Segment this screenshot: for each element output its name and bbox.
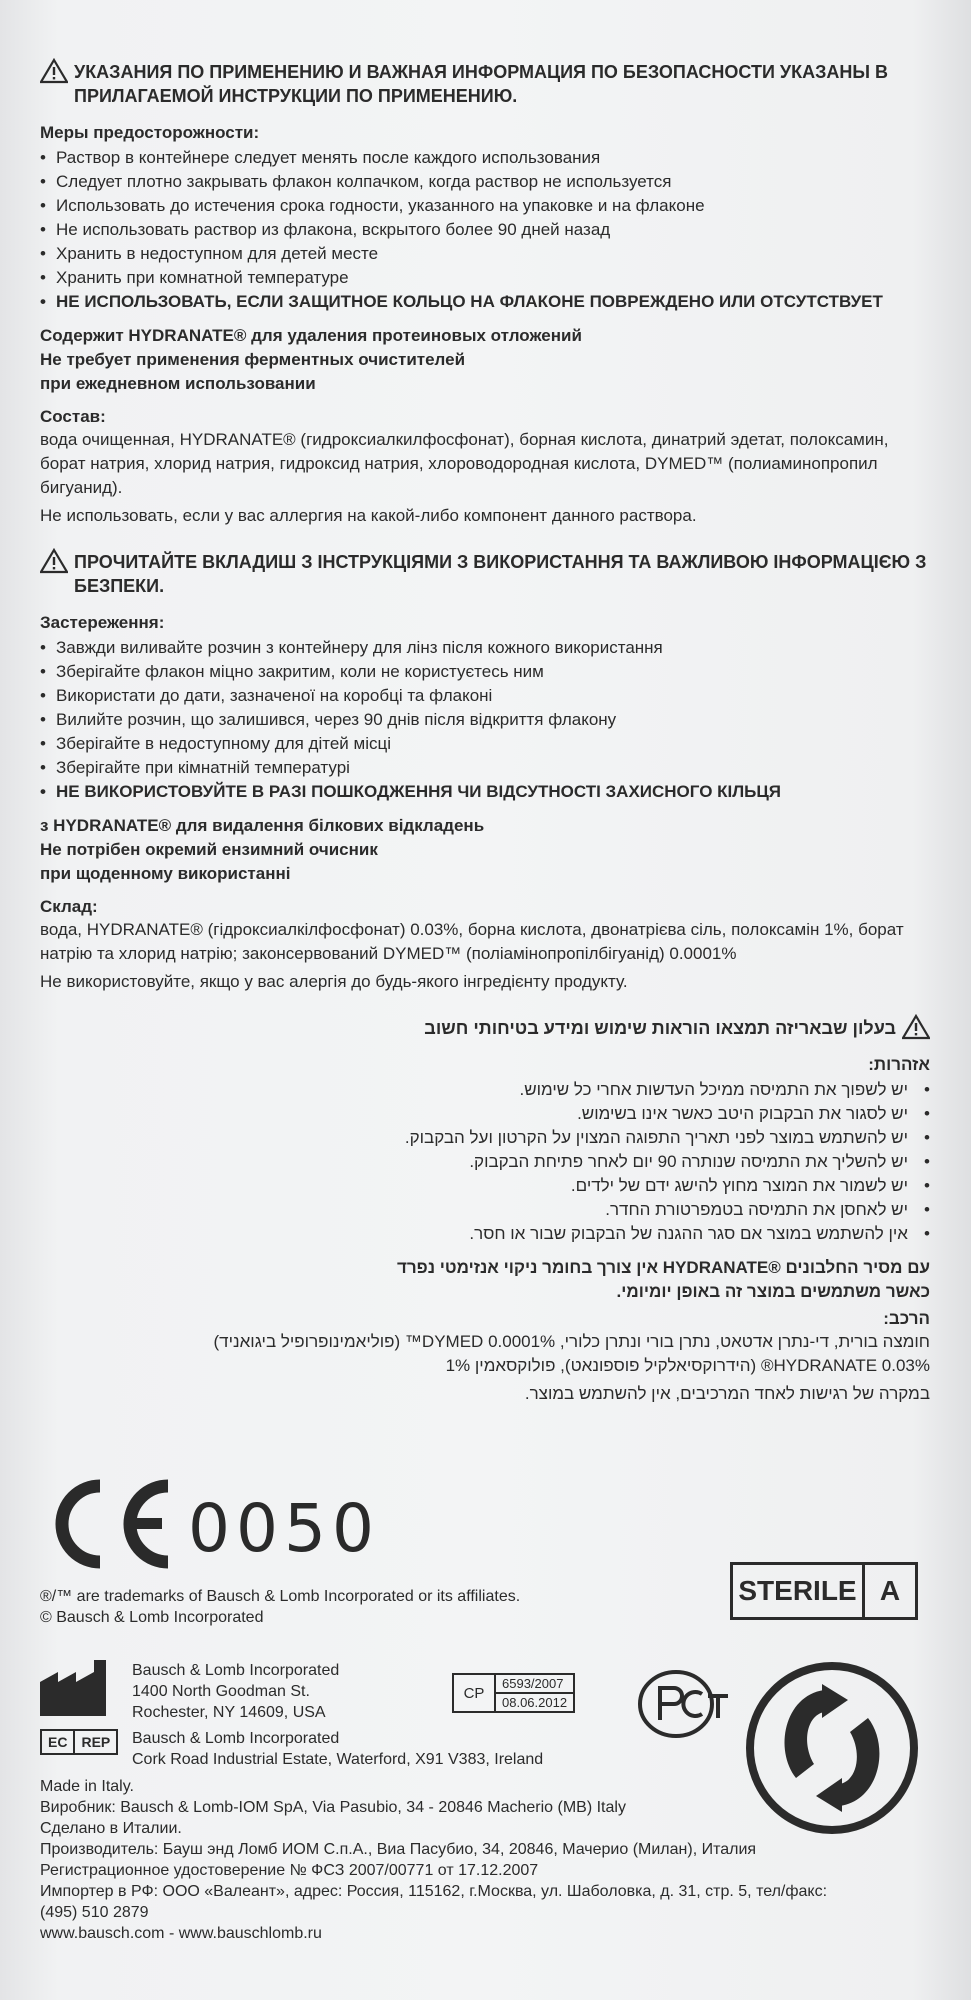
list-item: • Зберігайте флакон міцно закритим, коли не користуєтесь ним [40,660,930,684]
website-links: www.bausch.com - www.bauschlomb.ru [40,1925,322,1942]
russian-composition: вода очищенная, HYDRANATE® (гидроксиалкилфосфонат), борная кислота, динатрий эдетат, полоксамин, борат натрия, хлорид натрия, гидроксид натрия, хлороводородная кислота, DYMED™ (полиаминопропил бигуанид). [40,430,889,497]
warning-triangle-icon [40,58,68,84]
list-item: • Следует плотно закрывать флакон колпачком, когда раствор не используется [40,170,930,194]
hebrew-allergy-note: במקרה של רגישות לאחד המרכיבים, אין להשתמש במוצר. [524,1384,930,1403]
russian-heading: УКАЗАНИЯ ПО ПРИМЕНЕНИЮ И ВАЖНАЯ ИНФОРМАЦИЯ ПО БЕЗОПАСНОСТИ УКАЗАНЫ В ПРИЛАГАЕМОЙ ИНСТРУКЦИИ ПО ПРИМЕНЕНИЮ. [40,60,930,108]
list-item: • אין להשתמש במוצר אם סגר ההגנה של הבקבוק שבור או חסר. [40,1222,930,1246]
list-item: • יש לאחסן את התמיסה בטמפרטורת החדר. [40,1198,930,1222]
list-item: • Зберігайте при кімнатній температурі [40,756,930,780]
warning-triangle-icon [902,1014,930,1040]
ukrainian-claims: з HYDRANATE® для видалення білкових відкладень Не потрібен окремий ензимний очисник при щоденному використанні [40,816,485,883]
ukrainian-allergy-note: Не використовуйте, якщо у вас алергія до будь-якого інгредієнту продукту. [40,972,628,991]
russian-claims: Содержит HYDRANATE® для удаления протеиновых отложений Не требует применения ферментных очистителей при ежедневном использовании [40,326,582,393]
hebrew-composition: חומצה בורית, די-נתרן אדטאט, נתרן בורי ונתרן כלורי, ‎0.0001%‏ ‎DYMED™‏ (פוליאמינופרופיל ביגואניד) ‎0.03%‏ ‎HYDRANATE®‏ (הידרוקסיאלקיל פוספונאט), פולוקסאמין 1% [213,1332,930,1375]
list-item: • Використати до дати, зазначеної на коробці та флаконі [40,684,930,708]
ukrainian-precautions-list [40,636,930,804]
russian-section [40,60,930,528]
list-item: • Вилийте розчин, що залишився, через 90 днів після відкриття флакону [40,708,930,732]
list-item: • יש לשמור את המוצר מחוץ להישג ידם של ילדים. [40,1174,930,1198]
list-item: • Зберігайте в недоступному для дітей місці [40,732,930,756]
list-item: • Хранить в недоступном для детей месте [40,242,930,266]
list-item: • יש להשתמש במוצר לפני תאריך התפוגה המצוין על הקרטון ועל הבקבוק. [40,1126,930,1150]
text-content [40,60,930,1406]
russian-composition-title: Состав: [40,407,106,426]
list-item: • Завжди виливайте розчин з контейнеру для лінз після кожного використання [40,636,930,660]
hebrew-section [40,1016,930,1406]
ukrainian-composition-title: Склад: [40,897,98,916]
hebrew-precautions-list [40,1078,930,1246]
footer-info: Made in Italy. Виробник: Bausch & Lomb-IOM SpA, Via Pasubio, 34 - 20846 Macherio (MB) Italy Сделано в Италии. Производитель: Бауш энд Ломб ИОМ С.п.А., Виа Пасубио, 34, 20846, Мачерио (Милан), Италия Регистрационное удостоверение № ФСЗ 2007/00771 от 17.12.2007 Импортер в РФ: ООО «Валеант», адрес: Россия, 115162, г.Москва, ул. Шаболовка, д. 31, стр. 5, тел/факс: (495) 510 2879 www.bausch.com - www.bauschlomb.ru [40,1776,900,1944]
hebrew-precautions-title: אזהרות: [868,1055,930,1074]
ukrainian-heading: ПРОЧИТАЙТЕ ВКЛАДИШ З ІНСТРУКЦІЯМИ З ВИКОРИСТАННЯ ТА ВАЖЛИВОЮ ІНФОРМАЦІЄЮ З БЕЗПЕКИ. [40,550,930,598]
list-item: • יש לסגור את הבקבוק היטב כאשר אינו בשימוש. [40,1102,930,1126]
warning-triangle-icon [40,548,68,574]
list-item: • Использовать до истечения срока годности, указанного на упаковке и на флаконе [40,194,930,218]
pct-mark-icon [634,1668,730,1740]
hebrew-claims: עם מסיר החלבונים ®HYDRANATE אין צורך בחומר ניקוי אנזימטי נפרד כאשר משתמשים במוצר זה באופן יומיומי. [396,1258,930,1301]
hebrew-composition-title: הרכב: [883,1309,930,1328]
list-item: • יש להשליך את התמיסה שנותרה 90 יום לאחר פתיחת הבקבוק. [40,1150,930,1174]
russian-allergy-note: Не использовать, если у вас аллергия на какой-либо компонент данного раствора. [40,506,697,525]
ukrainian-section [40,550,930,994]
list-item-bold: • НЕ ИСПОЛЬЗОВАТЬ, ЕСЛИ ЗАЩИТНОЕ КОЛЬЦО НА ФЛАКОНЕ ПОВРЕЖДЕНО ИЛИ ОТСУТСТВУЕТ [40,290,930,314]
russian-precautions-list [40,146,930,314]
list-item: • יש לשפוך את התמיסה ממיכל העדשות אחרי כל שימוש. [40,1078,930,1102]
cp-registration-box: CP 6593/2007 08.06.2012 [452,1673,575,1713]
manufacturer-address: Bausch & Lomb Incorporated 1400 North Goodman St. Rochester, NY 14609, USA [132,1662,340,1721]
sterile-badge: STERILE A [730,1562,918,1620]
hebrew-heading: בעלון שבאריזה תמצאו הוראות שימוש ומידע בטיחותי חשוב [40,1016,930,1040]
ce-mark-icon [40,1478,180,1570]
list-item: • Хранить при комнатной температуре [40,266,930,290]
list-item: • Не использовать раствор из флакона, вскрытого более 90 дней назад [40,218,930,242]
list-item: • Раствор в контейнере следует менять после каждого использования [40,146,930,170]
ec-rep-address: Bausch & Lomb Incorporated Cork Road Industrial Estate, Waterford, X91 V383, Ireland [132,1730,544,1768]
trademark-notice: ®/™ are trademarks of Bausch & Lomb Incorporated or its affiliates. © Bausch & Lomb Incorporated [40,1588,521,1626]
ukrainian-composition: вода, HYDRANATE® (гідроксиалкілфосфонат) 0.03%, борна кислота, двонатрієва сіль, полоксамін 1%, борат натрію та хлорид натрію; законсервований DYMED™ (поліамінопропілбігуанід) 0.0001% [40,920,904,963]
ce-notified-body-number: 0050 [188,1490,380,1567]
ec-rep-symbol: EC REP [40,1729,118,1755]
ukrainian-precautions-title: Застереження: [40,613,165,632]
russian-precautions-title: Меры предосторожности: [40,123,260,142]
factory-icon [40,1660,116,1716]
list-item-bold: • НЕ ВИКОРИСТОВУЙТЕ В РАЗІ ПОШКОДЖЕННЯ ЧИ ВІДСУТНОСТІ ЗАХИСНОГО КІЛЬЦЯ [40,780,930,804]
